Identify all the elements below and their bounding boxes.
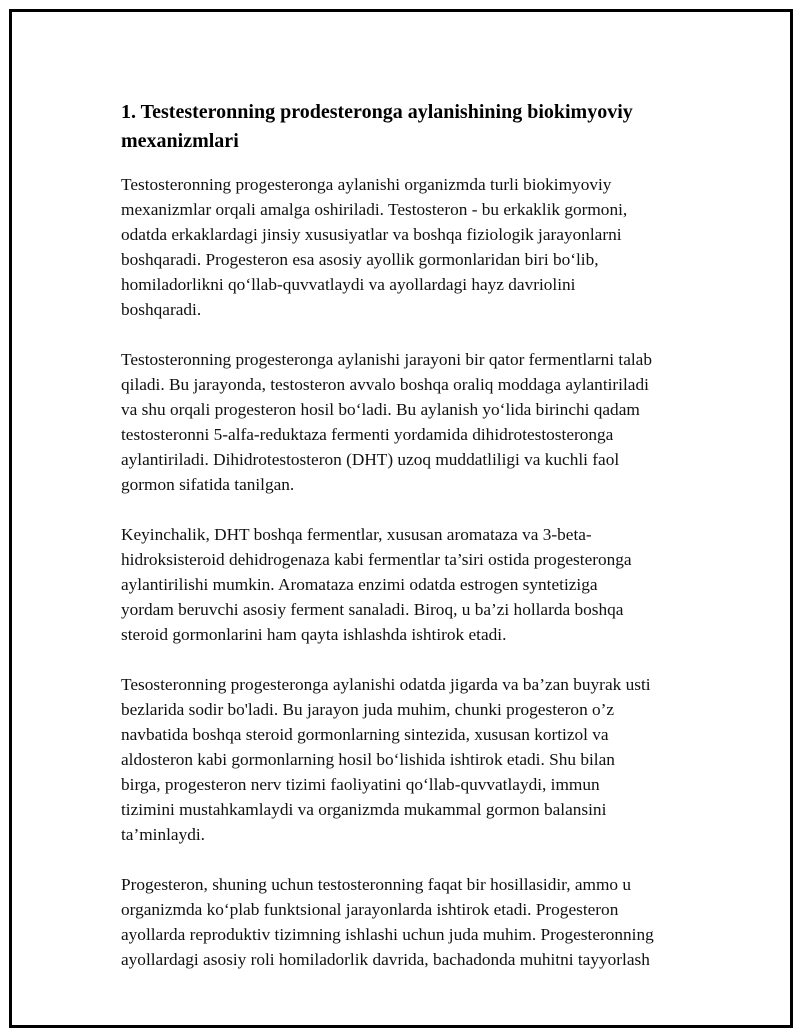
- heading-line: 1. Testesteronning prodesteronga aylanishining biokimyoviy: [121, 101, 633, 123]
- section-heading: [121, 98, 699, 156]
- paragraph-5: [121, 872, 699, 972]
- text-line: Testosteronning progesteronga aylanishi jarayoni bir qator fermentlarni talab: [121, 350, 652, 369]
- text-line: aylantiriladi. Dihidrotestosteron (DHT) uzoq muddatliligi va kuchli faol: [121, 450, 620, 469]
- text-line: homiladorlikni qo‘llab-quvvatlaydi va ayollardagi hayz davriolini: [121, 275, 576, 294]
- text-line: gormon sifatida tanilgan.: [121, 475, 295, 494]
- text-line: boshqaradi.: [121, 300, 202, 319]
- text-line: odatda erkaklardagi jinsiy xususiyatlar va boshqa fiziologik jarayonlarni: [121, 225, 622, 244]
- text-line: navbatida boshqa steroid gormonlarning sintezida, xususan kortizol va: [121, 725, 609, 744]
- paragraph-1: [121, 172, 699, 322]
- text-line: ayollarda reproduktiv tizimning ishlashi uchun juda muhim. Progesteronning: [121, 925, 654, 944]
- text-line: ayollardagi asosiy roli homiladorlik davrida, bachadonda muhitni tayyorlash: [121, 950, 650, 969]
- text-line: aylantirilishi mumkin. Aromataza enzimi odatda estrogen syntetiziga: [121, 575, 598, 594]
- text-line: Tesosteronning progesteronga aylanishi odatda jigarda va ba’zan buyrak usti: [121, 675, 651, 694]
- paragraph-2: [121, 347, 699, 497]
- text-line: boshqaradi. Progesteron esa asosiy ayollik gormonlaridan biri bo‘lib,: [121, 250, 599, 269]
- text-line: hidroksisteroid dehidrogenaza kabi fermentlar ta’siri ostida progesteronga: [121, 550, 632, 569]
- text-line: mexanizmlar orqali amalga oshiriladi. Testosteron - bu erkaklik gormoni,: [121, 200, 628, 219]
- text-line: ta’minlaydi.: [121, 825, 205, 844]
- text-line: Testosteronning progesteronga aylanishi organizmda turli biokimyoviy: [121, 175, 612, 194]
- text-line: steroid gormonlarini ham qayta ishlashda ishtirok etadi.: [121, 625, 507, 644]
- heading-line: mexanizmlari: [121, 130, 239, 152]
- text-line: Progesteron, shuning uchun testosteronning faqat bir hosillasidir, ammo u: [121, 875, 631, 894]
- paragraph-4: [121, 672, 699, 847]
- paragraph-3: [121, 522, 699, 647]
- text-line: aldosteron kabi gormonlarning hosil bo‘lishida ishtirok etadi. Shu bilan: [121, 750, 615, 769]
- text-line: qiladi. Bu jarayonda, testosteron avvalo boshqa oraliq moddaga aylantiriladi: [121, 375, 649, 394]
- text-line: Keyinchalik, DHT boshqa fermentlar, xususan aromataza va 3-beta-: [121, 525, 592, 544]
- document-body: [121, 98, 699, 997]
- text-line: testosteronni 5-alfa-reduktaza fermenti yordamida dihidrotestosteronga: [121, 425, 614, 444]
- text-line: birga, progesteron nerv tizimi faoliyatini qo‘llab-quvvatlaydi, immun: [121, 775, 600, 794]
- text-line: va shu orqali progesteron hosil bo‘ladi. Bu aylanish yo‘lida birinchi qadam: [121, 400, 640, 419]
- text-line: tizimini mustahkamlaydi va organizmda mukammal gormon balansini: [121, 800, 607, 819]
- text-line: bezlarida sodir bo'ladi. Bu jarayon juda muhim, chunki progesteron o’z: [121, 700, 615, 719]
- text-line: yordam beruvchi asosiy ferment sanaladi. Biroq, u ba’zi hollarda boshqa: [121, 600, 624, 619]
- text-line: organizmda ko‘plab funktsional jarayonlarda ishtirok etadi. Progesteron: [121, 900, 619, 919]
- page-border: [9, 9, 793, 1028]
